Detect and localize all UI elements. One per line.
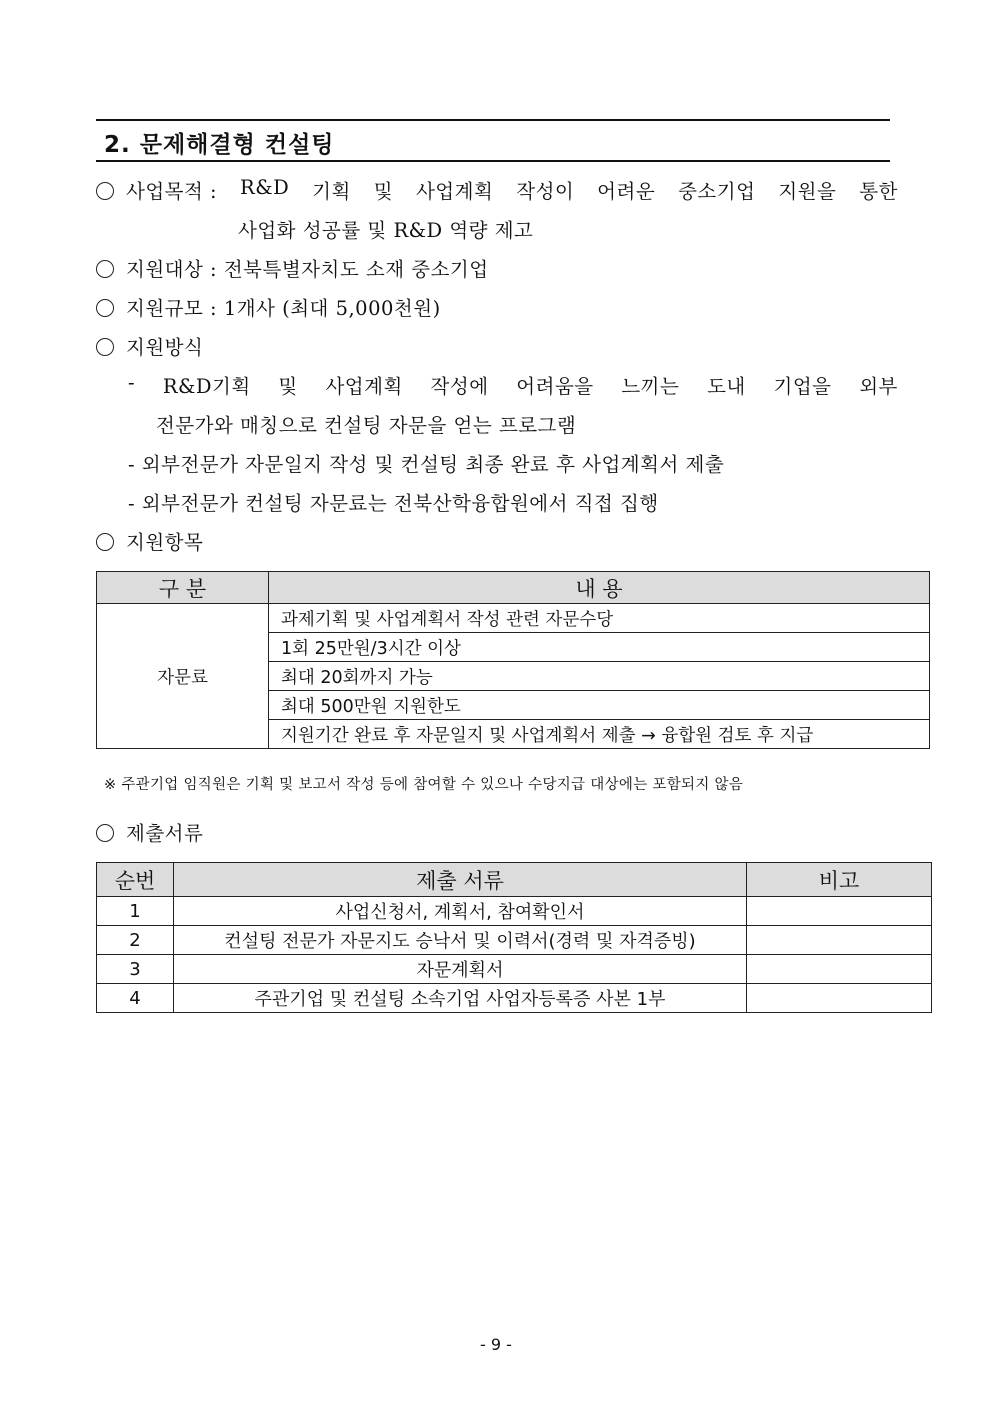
section-title: 2. 문제해결형 컨설팅 (104, 132, 335, 158)
method-word: 기업을 (773, 375, 832, 398)
table-row (97, 604, 930, 633)
method-word: R&D기획 (162, 375, 251, 398)
table-row (97, 926, 932, 955)
method-sub3: - 외부전문가 컨설팅 자문료는 전북산학융합원에서 직접 집행 (128, 492, 659, 515)
remarks-cell (747, 926, 932, 955)
remarks-cell (747, 897, 932, 926)
column-header-document: 제출 서류 (174, 863, 747, 897)
remarks-cell (747, 984, 932, 1013)
row-number: 1 (97, 897, 174, 926)
method-word: 사업계획 (325, 375, 403, 398)
content-cell: 최대 20회까지 가능 (269, 662, 930, 691)
category-cell: 자문료 (97, 604, 269, 749)
method-word: 느끼는 (621, 375, 680, 398)
title-bottom-rule (96, 160, 890, 162)
documents-table-header-row (97, 863, 932, 897)
method-word: 및 (278, 375, 298, 398)
method-sub1-line1 (128, 371, 898, 399)
column-header-category: 구 분 (97, 572, 269, 604)
circle-bullet-icon (96, 338, 114, 356)
purpose-word: 중소기업 (678, 180, 756, 203)
method-word: - (128, 371, 136, 394)
page-number: - 9 - (480, 1335, 512, 1354)
circle-bullet-icon (96, 299, 114, 317)
footnote: ※ 주관기업 임직원은 기획 및 보고서 작성 등에 참여할 수 있으나 수당지급 대상에는 포함되지 않음 (104, 777, 744, 793)
table-row (97, 955, 932, 984)
circle-bullet-icon (96, 533, 114, 551)
purpose-label-group (96, 176, 217, 204)
column-header-content: 내 용 (269, 572, 930, 604)
purpose-word: 기획 (312, 180, 351, 203)
method-sub2: - 외부전문가 자문일지 작성 및 컨설팅 최종 완료 후 사업계획서 제출 (128, 453, 725, 476)
support-items-item (96, 527, 203, 555)
purpose-line1 (96, 176, 898, 204)
documents-item (96, 818, 203, 846)
document-name: 자문계획서 (174, 955, 747, 984)
column-header-remarks: 비고 (747, 863, 932, 897)
content-cell: 과제기획 및 사업계획서 작성 관련 자문수당 (269, 604, 930, 633)
title-top-rule (96, 119, 890, 121)
circle-bullet-icon (96, 182, 114, 200)
purpose-item (96, 176, 898, 204)
row-number: 3 (97, 955, 174, 984)
document-name: 주관기업 및 컨설팅 소속기업 사업자등록증 사본 1부 (174, 984, 747, 1013)
method-label: 지원방식 (126, 336, 204, 359)
method-item (96, 332, 203, 360)
method-word: 외부 (859, 375, 898, 398)
purpose-word: R&D (240, 176, 290, 199)
documents-table (96, 862, 932, 1013)
purpose-line2: 사업화 성공률 및 R&D 역량 제고 (238, 219, 534, 242)
method-sub1-line2: 전문가와 매칭으로 컨설팅 자문을 얻는 프로그램 (156, 414, 577, 437)
circle-bullet-icon (96, 824, 114, 842)
method-word: 작성에 (430, 375, 489, 398)
purpose-word: 통한 (859, 180, 898, 203)
method-sub1 (128, 371, 898, 399)
purpose-word: 및 (373, 180, 394, 203)
support-items-label: 지원항목 (126, 531, 204, 554)
document-name: 컨설팅 전문가 자문지도 승낙서 및 이력서(경력 및 자격증빙) (174, 926, 747, 955)
purpose-word: 작성이 (516, 180, 575, 203)
purpose-label: 사업목적 : (126, 180, 218, 203)
purpose-word: 어려운 (597, 180, 656, 203)
row-number: 4 (97, 984, 174, 1013)
row-number: 2 (97, 926, 174, 955)
content-cell: 1회 25만원/3시간 이상 (269, 633, 930, 662)
documents-label: 제출서류 (126, 822, 204, 845)
column-header-no: 순번 (97, 863, 174, 897)
method-word: 도내 (707, 375, 746, 398)
target-text: 지원대상 : 전북특별자치도 소재 중소기업 (126, 258, 489, 281)
table-row (97, 897, 932, 926)
scale-item (96, 293, 441, 321)
table-row (97, 984, 932, 1013)
scale-text: 지원규모 : 1개사 (최대 5,000천원) (126, 297, 441, 320)
purpose-word: 사업계획 (415, 180, 494, 203)
target-item (96, 254, 489, 282)
support-table-header-row (97, 572, 930, 604)
remarks-cell (747, 955, 932, 984)
document-name: 사업신청서, 계획서, 참여확인서 (174, 897, 747, 926)
support-table (96, 571, 930, 749)
purpose-word: 지원을 (778, 180, 837, 203)
circle-bullet-icon (96, 260, 114, 278)
content-cell: 최대 500만원 지원한도 (269, 691, 930, 720)
content-cell: 지원기간 완료 후 자문일지 및 사업계획서 제출 → 융합원 검토 후 지급 (269, 720, 930, 749)
method-word: 어려움을 (516, 375, 594, 398)
